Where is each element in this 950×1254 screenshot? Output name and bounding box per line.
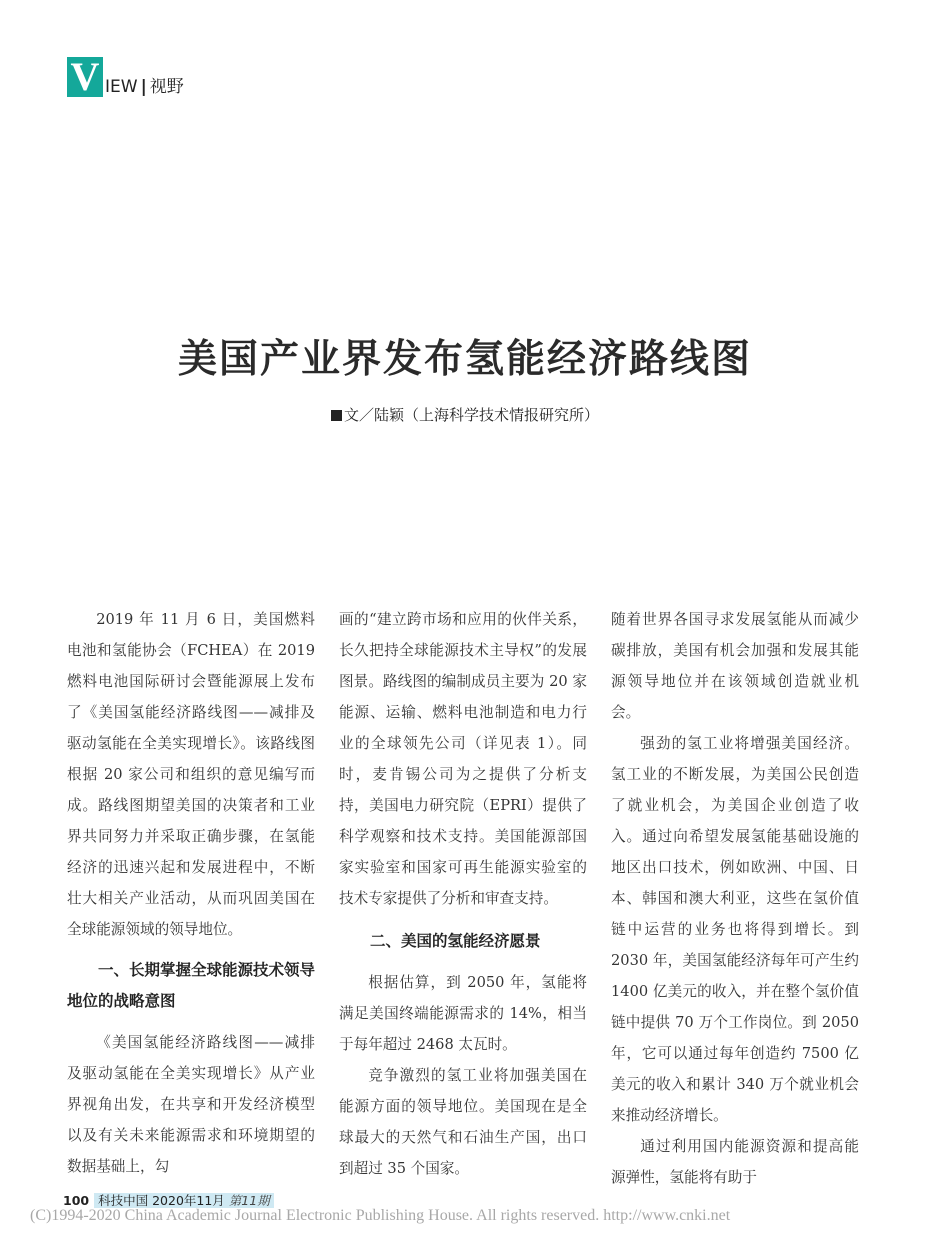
paragraph: 画的“建立跨市场和应用的伙伴关系，长久把持全球能源技术主导权”的发展图景。路线图的编制成员主要为 20 家能源、运输、燃料电池制造和电力行业的全球领先公司（详见表 1）。同时，麦肯锡公司为之提供了分析支持，美国电力研究院（EPRI）提供了科学观察和技术支持。美国能源部国家实验室和国家可再生能源实验室的技术专家提供了分析和审查支持。 xyxy=(339,611,587,907)
copyright-notice: (C)1994-2020 China Academic Journal Electronic Publishing House. All rights reserved. http://www.cnki.net xyxy=(30,1207,731,1224)
paragraph: 强劲的氢工业将增强美国经济。氢工业的不断发展，为美国公民创造了就业机会，为美国企业创造了收入。通过向希望发展氢能基础设施的地区出口技术，例如欧洲、中国、日本、韩国和澳大利亚，这些在氢价值链中运营的业务也将得到增长。到 2030 年，美国氢能经济每年可产生约 1400 亿美元的收入，并在整个氢价值链中提供 70 万个工作岗位。到 2050 年，它可以通过每年创造约 7500 亿美元的收入和累计 340 万个就业机会来推动经济增长。 xyxy=(611,735,859,1124)
paragraph: 2019 年 11 月 6 日，美国燃料电池和氢能协会（FCHEA）在 2019 燃料电池国际研讨会暨能源展上发布了《美国氢能经济路线图——减排及驱动氢能在全美实现增长》。该路线图根据 20 家公司和组织的意见编写而成。路线图期望美国的决策者和工业界共同努力并采取正确步骤，在氢能经济的迅速兴起和发展进程中，不断壮大相关产业活动，从而巩固美国在全球能源领域的领导地位。 xyxy=(67,611,315,938)
logo-rest-text: IEW xyxy=(105,77,138,97)
column-2 xyxy=(339,604,587,1184)
issue-number: 第11期 xyxy=(228,1193,270,1208)
paragraph: 竞争激烈的氢工业将加强美国在能源方面的领导地位。美国现在是全球最大的天然气和石油生产国，出口到超过 35 个国家。 xyxy=(339,1067,587,1177)
byline-square-icon xyxy=(331,410,342,421)
paragraph: 通过利用国内能源资源和提高能源弹性，氢能将有助于 xyxy=(611,1138,859,1186)
paragraph: 随着世界各国寻求发展氢能从而减少碳排放，美国有机会加强和发展其能源领导地位并在该领域创造就业机会。 xyxy=(611,611,859,721)
page-number: 100 xyxy=(63,1193,90,1208)
logo-separator: | xyxy=(140,77,147,97)
article-title: 美国产业界发布氢能经济路线图 xyxy=(177,337,752,382)
issue-date: 2020年11月 xyxy=(152,1193,225,1208)
section-heading-2: 二、美国的氢能经济愿景 xyxy=(370,932,541,950)
article-byline xyxy=(0,404,930,426)
logo-text xyxy=(105,76,184,98)
column-3 xyxy=(611,604,859,1193)
paragraph: 《美国氢能经济路线图——减排及驱动氢能在全美实现增长》从产业界视角出发，在共享和开发经济模型以及有关未来能源需求和环境期望的数据基础上，勾 xyxy=(67,1034,315,1175)
byline-text: 文／陆颖（上海科学技术情报研究所） xyxy=(343,406,599,424)
section-name: 视野 xyxy=(149,77,184,97)
paragraph: 根据估算，到 2050 年，氢能将满足美国终端能源需求的 14%，相当于每年超过 2468 太瓦时。 xyxy=(339,974,587,1053)
column-1 xyxy=(67,604,315,1182)
section-heading-1: 一、长期掌握全球能源技术领导地位的战略意图 xyxy=(67,961,316,1010)
logo-letter-mark: V xyxy=(67,57,103,97)
magazine-name: 科技中国 xyxy=(98,1193,149,1208)
